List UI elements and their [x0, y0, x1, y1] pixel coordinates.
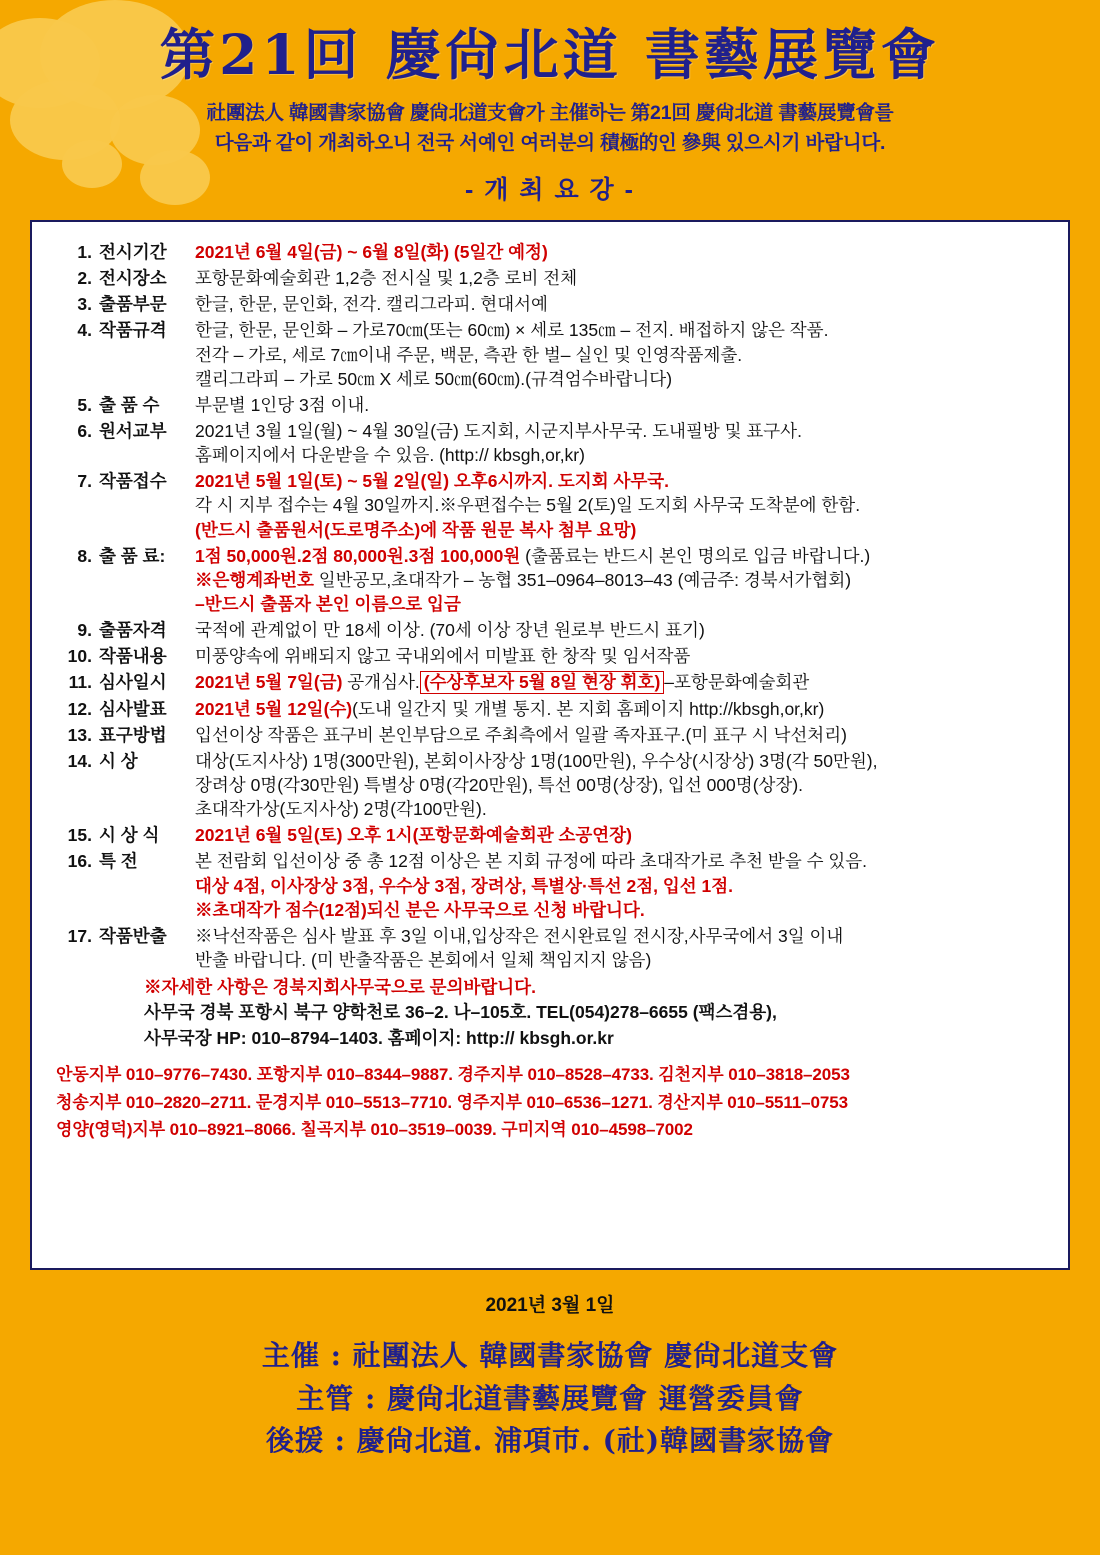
- text-run: 본 전람회 입선이상 중 총 12점 이상은 본 지회 규정에 따라 초대작가로 추천 받을 수 있음.: [195, 851, 868, 872]
- branch-contact-row: 청송지부 010–2820–2711. 문경지부 010–5513–7710. 영주지부 010–6536–1271. 경산지부 010–5511–0753: [56, 1092, 848, 1112]
- page-title: 第21回 慶尙北道 書藝展覽會: [160, 22, 940, 87]
- list-item-number: 11.: [68, 672, 92, 693]
- text-run: (수상후보자 5월 8일 현장 휘호): [420, 671, 665, 693]
- organizer-manager: 主管 : 慶尙北道書藝展覽會 運營委員會: [296, 1381, 804, 1415]
- text-run: 2021년 6월 5일(토) 오후 1시(포항문화예술회관 소공연장): [195, 825, 632, 846]
- list-item-label: 심사발표: [99, 698, 167, 719]
- organizer-host: 主催 : 社團法人 韓國書家協會 慶尙北道支會: [261, 1339, 839, 1373]
- list-item-label: 출품자격: [99, 620, 167, 641]
- text-run: ※은행계좌번호: [195, 569, 314, 590]
- text-run: 2021년 5월 7일(금): [195, 672, 343, 693]
- list-item-number: 8.: [77, 545, 92, 566]
- list-item-body: [195, 697, 1052, 721]
- list-item-body: [195, 318, 1052, 390]
- list-item-line: [195, 823, 1052, 847]
- list-item-line: [195, 948, 1052, 972]
- list-item: [48, 618, 1052, 642]
- list-item-line: [195, 670, 1052, 694]
- list-item-label: 표구방법: [99, 724, 167, 745]
- list-item-number: 16.: [67, 851, 92, 872]
- text-run: 홈페이지에서 다운받을 수 있음. (http:// kbsgh,or,kr): [195, 445, 585, 466]
- list-item-line: [195, 240, 1052, 264]
- list-item-label: 작품반출: [99, 925, 167, 946]
- list-item-label: 출품부문: [99, 294, 167, 315]
- list-item-line: [195, 773, 1052, 797]
- list-item-label: 시 상 식: [99, 825, 160, 846]
- organizer-block: [0, 1335, 1100, 1463]
- list-item-line: [195, 697, 1052, 721]
- list-item-label: 작품접수: [99, 471, 167, 492]
- list-item: [48, 644, 1052, 668]
- list-item-label: 출 품 료:: [99, 545, 166, 566]
- text-run: 포항문화예술회관 1,2층 전시실 및 1,2층 로비 전체: [195, 268, 578, 289]
- list-item-line: [195, 266, 1052, 290]
- office-line-1: 사무국 경북 포항시 북구 양학천로 36–2. 나–105호. TEL(054)278–6655 (팩스겸용),: [144, 1002, 777, 1023]
- list-item-line: [195, 618, 1052, 642]
- section-label: - 개 최 요 강 -: [465, 176, 635, 205]
- text-run: 대상(도지사상) 1명(300만원), 본회이사장상 1명(100만원), 우수상(시장상) 3명(각 50만원),: [195, 750, 878, 771]
- list-item: [48, 924, 1052, 972]
- text-run: 부문별 1인당 3점 이내.: [195, 394, 370, 415]
- list-item-number: 1.: [77, 242, 92, 263]
- list-item-body: [195, 240, 1052, 264]
- list-item-label: 특 전: [99, 851, 138, 872]
- text-run: 반출 바랍니다. (미 반출작품은 본회에서 일체 책임지지 않음): [195, 949, 652, 970]
- text-run: 각 시 지부 접수는 4월 30일까지.※우편접수는 5월 2(토)일 도지회 사무국 도착분에 한함.: [195, 495, 861, 516]
- list-item-body: [195, 544, 1052, 616]
- list-item-number: 13.: [67, 724, 92, 745]
- guideline-list: [48, 240, 1052, 972]
- list-item-line: [195, 443, 1052, 467]
- list-item: [48, 266, 1052, 290]
- text-run: (반드시 출품원서(도로명주소)에 작품 원문 복사 첨부 요망): [195, 519, 637, 540]
- list-item-line: [195, 419, 1052, 443]
- branch-contact-row: 영양(영덕)지부 010–8921–8066. 칠곡지부 010–3519–0039. 구미지역 010–4598–7002: [56, 1120, 693, 1140]
- list-item-line: [195, 493, 1052, 517]
- text-run: 한글, 한문, 문인화, 전각. 캘리그라피. 현대서예: [195, 294, 548, 315]
- list-item-line: [195, 292, 1052, 316]
- text-run: ※초대작가 점수(12점)되신 분은 사무국으로 신청 바랍니다.: [195, 899, 645, 920]
- list-item-body: [195, 419, 1052, 467]
- branch-contact-row: 안동지부 010–9776–7430. 포항지부 010–8344–9887. 경주지부 010–8528–4733. 김천지부 010–3818–2053: [56, 1065, 850, 1085]
- list-item-line: [195, 367, 1052, 391]
- list-item-body: [195, 266, 1052, 290]
- list-item-line: [195, 544, 1052, 568]
- list-item-number: 3.: [77, 294, 92, 315]
- text-run: 2021년 6월 4일(금) ~ 6월 8일(화) (5일간 예정): [195, 242, 548, 263]
- list-item-label: 전시기간: [99, 242, 167, 263]
- text-run: 캘리그라피 – 가로 50㎝ X 세로 50㎝(60㎝).(규격엄수바랍니다): [195, 368, 673, 389]
- issue-date: 2021년 3월 1일: [485, 1295, 615, 1317]
- list-item: [48, 419, 1052, 467]
- text-run: 한글, 한문, 문인화 – 가로70㎝(또는 60㎝) × 세로 135㎝ – 전지. 배접하지 않은 작품.: [195, 320, 829, 341]
- text-run: (도내 일간지 및 개별 통지. 본 지회 홈페이지 http://kbsgh,or,kr): [352, 698, 825, 719]
- list-item-line: [195, 749, 1052, 773]
- organizer-sponsor: 後援 : 慶尙北道. 浦項市. (社)韓國書家協會: [265, 1424, 835, 1458]
- list-item-number: 10.: [67, 646, 92, 667]
- list-item: [48, 697, 1052, 721]
- subtitle-line-2: 다음과 같이 개최하오니 전국 서예인 여러분의 積極的인 參與 있으시기 바랍니다.: [214, 131, 886, 154]
- list-item-body: [195, 469, 1052, 541]
- list-item-label: 작품내용: [99, 646, 167, 667]
- text-run: –반드시 출품자 본인 이름으로 입금: [195, 594, 461, 614]
- text-run: (출품료는 반드시 본인 명의로 입금 바랍니다.): [520, 545, 871, 566]
- list-item-number: 7.: [77, 471, 92, 492]
- list-item-number: 5.: [77, 394, 92, 415]
- text-run: 전각 – 가로, 세로 7㎝이내 주문, 백문, 측관 한 벌– 실인 및 인영작품제출.: [195, 344, 743, 365]
- list-item: [48, 292, 1052, 316]
- list-item: [48, 393, 1052, 417]
- list-item: [48, 849, 1052, 921]
- text-run: 입선이상 작품은 표구비 본인부담으로 주최측에서 일괄 족자표구.(미 표구 시 낙선처리): [195, 724, 847, 745]
- list-item-line: [195, 849, 1052, 873]
- branch-contacts: [48, 1061, 1052, 1144]
- inquiry-notice: ※자세한 사항은 경북지회사무국으로 문의바랍니다.: [144, 977, 536, 998]
- list-item-body: [195, 618, 1052, 642]
- list-item: [48, 823, 1052, 847]
- list-item-line: [195, 393, 1052, 417]
- list-item-label: 심사일시: [99, 672, 167, 693]
- list-item-body: [195, 823, 1052, 847]
- list-item-line: [195, 924, 1052, 948]
- list-item: [48, 670, 1052, 694]
- list-item-body: [195, 849, 1052, 921]
- list-item-label: 시 상: [99, 750, 138, 771]
- list-item: [48, 723, 1052, 747]
- list-item: [48, 318, 1052, 390]
- poster-subtitle: [110, 98, 990, 158]
- text-run: 1점 50,000원.2점 80,000원.3점 100,000원: [195, 545, 521, 566]
- text-run: ※낙선작품은 심사 발표 후 3일 이내,입상작은 전시완료일 전시장,사무국에서 3일 이내: [195, 925, 844, 946]
- list-item-line: [195, 469, 1052, 493]
- text-run: –포항문화예술회관: [664, 672, 810, 693]
- text-run: 2021년 5월 1일(토) ~ 5월 2일(일) 오후6시까지. 도지회 사무국.: [195, 471, 670, 492]
- list-item-label: 전시장소: [99, 268, 167, 289]
- list-item-number: 15.: [67, 825, 92, 846]
- list-item-number: 17.: [67, 925, 92, 946]
- list-item-label: 출 품 수: [99, 394, 160, 415]
- list-item-label: 작품규격: [99, 320, 167, 341]
- office-info: [48, 1000, 1052, 1051]
- list-item-line: [195, 568, 1052, 592]
- text-run: 장려상 0명(각30만원) 특별상 0명(각20만원), 특선 00명(상장), 입선 000명(상장).: [195, 774, 804, 795]
- list-item: [48, 749, 1052, 821]
- text-run: 공개심사.: [342, 672, 420, 693]
- text-run: 초대작가상(도지사상) 2명(각100만원).: [195, 799, 487, 820]
- list-item-label: 원서교부: [99, 421, 167, 442]
- list-item-body: [195, 292, 1052, 316]
- list-item-line: [195, 723, 1052, 747]
- list-item-line: [195, 343, 1052, 367]
- text-run: 미풍양속에 위배되지 않고 국내외에서 미발표 한 창작 및 임서작품: [195, 646, 691, 667]
- list-item-line: [195, 518, 1052, 542]
- poster-header: [0, 0, 1100, 206]
- list-item-number: 2.: [77, 268, 92, 289]
- text-run: 국적에 관계없이 만 18세 이상. (70세 이상 장년 원로부 반드시 표기): [195, 620, 705, 641]
- list-item-line: [195, 318, 1052, 342]
- list-item-body: [195, 924, 1052, 972]
- list-item-line: [195, 797, 1052, 821]
- list-item-number: 6.: [77, 421, 92, 442]
- text-run: 2021년 3월 1일(월) ~ 4월 30일(금) 도지회, 시군지부사무국. 도내필방 및 표구사.: [195, 421, 802, 442]
- list-item-line: [195, 644, 1052, 668]
- list-item-number: 4.: [77, 320, 92, 341]
- list-item: [48, 469, 1052, 541]
- list-item-number: 12.: [67, 698, 92, 719]
- list-item-line: [195, 898, 1052, 922]
- list-item-line: [195, 874, 1052, 898]
- text-run: 2021년 5월 12일(수): [195, 698, 353, 719]
- subtitle-line-1: 社團法人 韓國書家協會 慶尙北道支會가 主催하는 第21回 慶尙北道 書藝展覽會를: [206, 101, 894, 124]
- list-item-body: [195, 749, 1052, 821]
- list-item-body: [195, 670, 1052, 694]
- list-item-number: 14.: [67, 750, 92, 771]
- list-item: [48, 544, 1052, 616]
- list-item-line: [195, 592, 1052, 616]
- list-item-body: [195, 393, 1052, 417]
- list-item-number: 9.: [77, 620, 92, 641]
- list-item-body: [195, 644, 1052, 668]
- text-run: 대상 4점, 이사장상 3점, 우수상 3점, 장려상, 특별상·특선 2점, 입선 1점.: [195, 875, 734, 896]
- details-panel: [30, 220, 1070, 1270]
- office-line-2: 사무국장 HP: 010–8794–1403. 홈페이지: http:// kbsgh.or.kr: [144, 1027, 614, 1048]
- text-run: 일반공모,초대작가 – 농협 351–0964–8013–43 (예금주: 경북서가협회): [313, 569, 852, 590]
- list-item-body: [195, 723, 1052, 747]
- list-item: [48, 240, 1052, 264]
